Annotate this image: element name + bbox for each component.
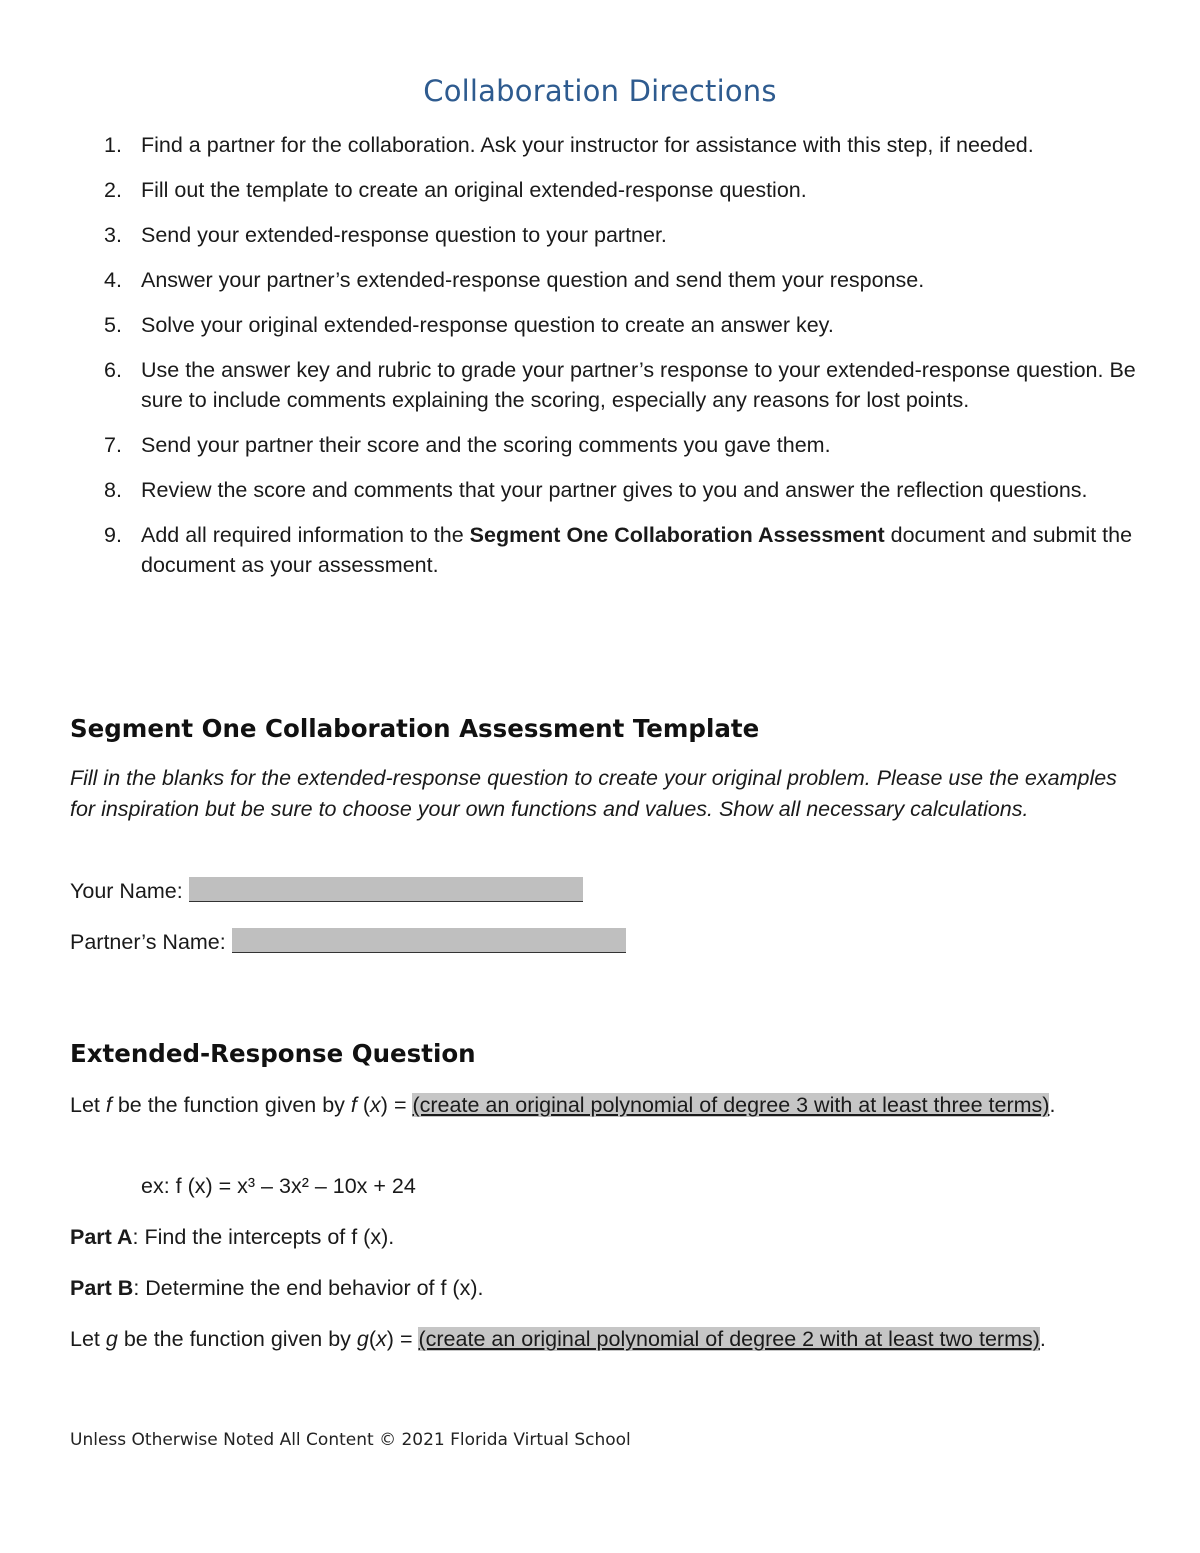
g-function-prompt: Let g be the function given by g(x) = (create an original polynomial of degree 2 with at least two terms). — [70, 1327, 1046, 1351]
list-item: 4. Answer your partner’s extended-response question and send them your response. — [104, 268, 925, 292]
example-formula: f (x) = x³ – 3x² – 10x + 24 — [175, 1174, 416, 1198]
template-heading: Segment One Collaboration Assessment Template — [70, 714, 760, 743]
your-name-row — [70, 876, 1140, 906]
list-item: 2. Fill out the template to create an original extended-response question. — [104, 178, 807, 202]
partner-name-row — [70, 927, 1140, 957]
list-item: 6. Use the answer key and rubric to grade your partner’s response to your extended-response question. Be sure to include comments explaining the scoring, especially any reasons for lost points. — [104, 358, 1136, 412]
partner-name-field[interactable] — [232, 928, 626, 953]
list-item: 8. Review the score and comments that your partner gives to you and answer the reflection questions. — [104, 478, 1088, 502]
list-item: 9. Add all required information to the Segment One Collaboration Assessment document and submit the document as your assessment. — [104, 523, 1133, 577]
list-item: 1. Find a partner for the collaboration. Ask your instructor for assistance with this step, if needed. — [104, 133, 1034, 157]
partner-name-label: Partner’s Name: — [70, 930, 226, 954]
f-polynomial-blank[interactable]: (create an original polynomial of degree 3 with at least three terms) — [412, 1093, 1050, 1117]
list-item: 3. Send your extended-response question to your partner. — [104, 223, 667, 247]
list-item: 5. Solve your original extended-response question to create an answer key. — [104, 313, 834, 337]
page-title: Collaboration Directions — [423, 74, 777, 108]
part-b-label: Part B — [70, 1276, 134, 1300]
directions-list — [0, 130, 1200, 595]
assessment-name: Segment One Collaboration Assessment — [469, 523, 885, 547]
g-polynomial-blank[interactable]: (create an original polynomial of degree 2 with at least two terms) — [418, 1327, 1040, 1351]
list-item: 7. Send your partner their score and the scoring comments you gave them. — [104, 433, 831, 457]
part-a: Part A: Find the intercepts of f (x). — [70, 1225, 395, 1249]
your-name-label: Your Name: — [70, 879, 183, 903]
question-heading: Extended-Response Question — [70, 1039, 476, 1068]
template-instructions: Fill in the blanks for the extended-response question to create your original problem. Please use the examples for inspiration but be sure to choose your own functions and values. Show all necessary calculations. — [70, 766, 1117, 821]
copyright-footer: Unless Otherwise Noted All Content © 2021 Florida Virtual School — [70, 1430, 631, 1450]
example-line: ex: f (x) = x³ – 3x² – 10x + 24 — [141, 1174, 416, 1198]
part-a-label: Part A — [70, 1225, 133, 1249]
f-function-prompt: Let f be the function given by f (x) = (create an original polynomial of degree 3 with at least three terms). — [70, 1093, 1056, 1117]
part-b: Part B: Determine the end behavior of f (x). — [70, 1276, 484, 1300]
your-name-field[interactable] — [189, 877, 583, 902]
